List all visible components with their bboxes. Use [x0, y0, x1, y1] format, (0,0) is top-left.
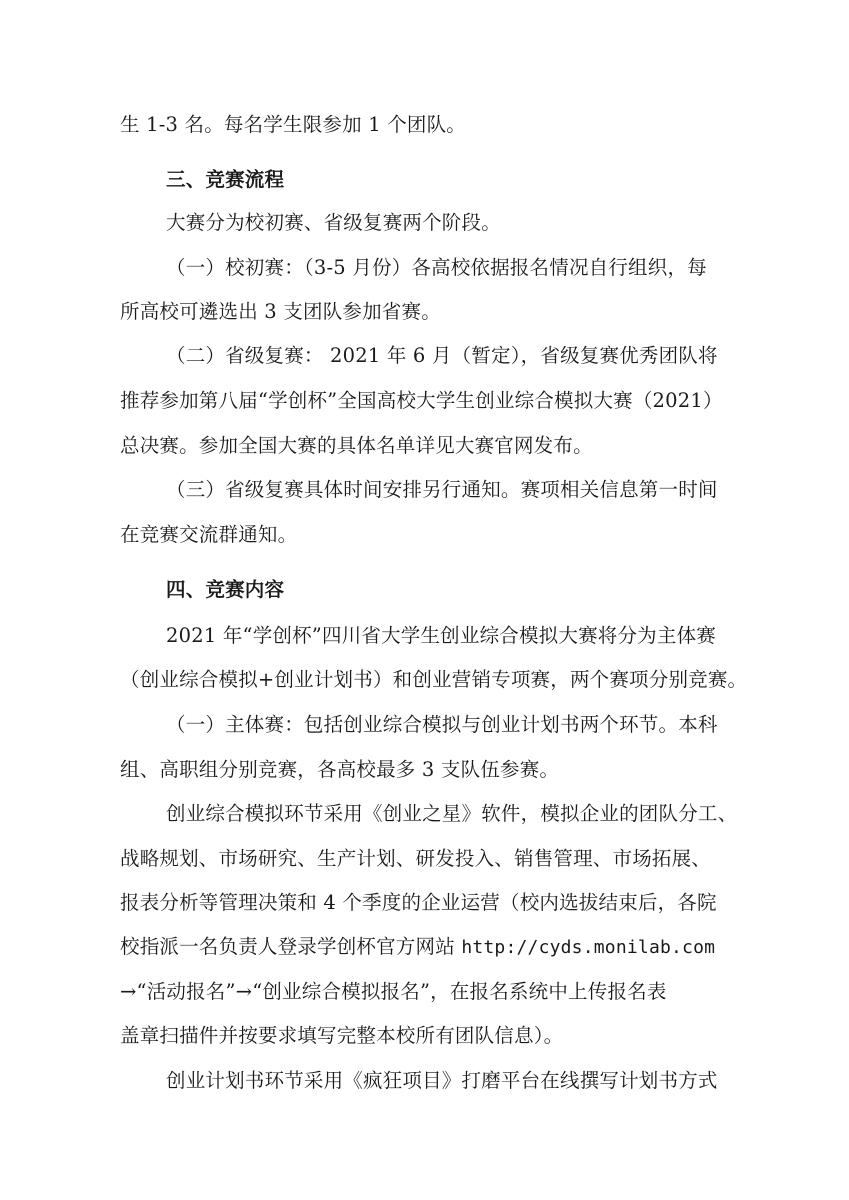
paragraph-line: （创业综合模拟+创业计划书）和创业营销专项赛，两个赛项分别竞赛。: [120, 668, 748, 691]
paragraph-line: （一）校初赛：（3-5 月份）各高校依据报名情况自行组织，每: [166, 256, 707, 279]
paragraph-line: 生 1-3 名。每名学生限参加 1 个团队。: [120, 113, 467, 136]
official-website-url: http://cyds.monilab.com: [461, 937, 716, 958]
paragraph-line: 推荐参加第八届“学创杯”全国高校大学生创业综合模拟大赛（2021）: [120, 389, 723, 412]
paragraph-line: 报表分析等管理决策和 4 个季度的企业运营（校内选拔结束后，各院: [120, 891, 717, 914]
paragraph-line: （三）省级复赛具体时间安排另行通知。赛项相关信息第一时间: [166, 478, 718, 501]
paragraph-line: 战略规划、市场研究、生产计划、研发投入、销售管理、市场拓展、: [120, 847, 712, 870]
paragraph-line: 所高校可遴选出 3 支团队参加省赛。: [120, 300, 441, 323]
paragraph-line: 2021 年“学创杯”四川省大学生创业综合模拟大赛将分为主体赛: [166, 624, 716, 647]
paragraph-text: 校指派一名负责人登录学创杯官方网站: [120, 935, 462, 958]
paragraph-line: 在竞赛交流群通知。: [120, 523, 298, 546]
paragraph-line: 总决赛。参加全国大赛的具体名单详见大赛官网发布。: [120, 434, 593, 457]
section-heading-process: 三、竞赛流程: [166, 168, 285, 191]
paragraph-line: 盖章扫描件并按要求填写完整本校所有团队信息）。: [120, 1024, 564, 1047]
paragraph-line: （二）省级复赛： 2021 年 6 月（暂定），省级复赛优秀团队将: [166, 344, 718, 367]
section-heading-content: 四、竞赛内容: [166, 578, 285, 601]
paragraph-line: 创业计划书环节采用《疯狂项目》打磨平台在线撰写计划书方式: [166, 1069, 718, 1092]
paragraph-line: →“活动报名”→“创业综合模拟报名”，在报名系统中上传报名表: [120, 980, 667, 1003]
paragraph-line: 创业综合模拟环节采用《创业之星》软件，模拟企业的团队分工、: [166, 802, 738, 825]
paragraph-line: 组、高职组分别竞赛，各高校最多 3 支队伍参赛。: [120, 758, 560, 781]
paragraph-line: （一）主体赛：包括创业综合模拟与创业计划书两个环节。本科: [166, 713, 718, 736]
paragraph-line: 大赛分为校初赛、省级复赛两个阶段。: [166, 211, 501, 234]
paragraph-line: [120, 932, 715, 963]
